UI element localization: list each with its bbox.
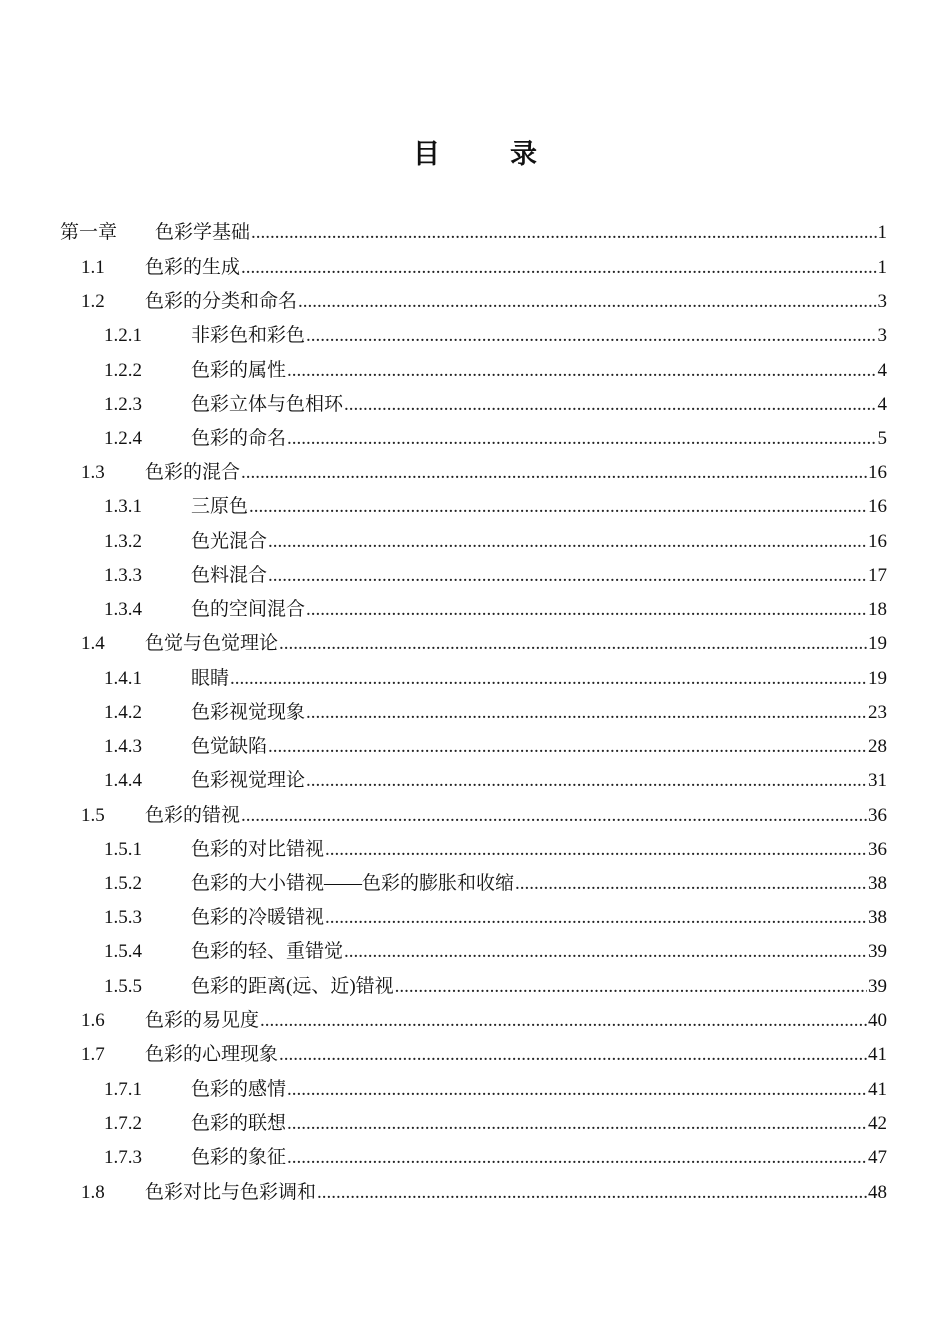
toc-entry-title: 色彩的轻、重错觉 (191, 941, 344, 962)
toc-entry-number: 1.1 (81, 257, 105, 278)
dot-leader (268, 527, 867, 557)
dot-leader (241, 253, 876, 283)
toc-entry-title: 色觉与色觉理论 (145, 633, 279, 654)
dot-leader (241, 801, 867, 831)
toc-entry[interactable] (104, 390, 887, 420)
dot-leader (230, 664, 867, 694)
toc-entry-number: 1.2.3 (104, 394, 142, 415)
toc-entry-title: 色彩的混合 (145, 462, 241, 483)
dot-leader (249, 492, 867, 522)
dot-leader (306, 766, 867, 796)
toc-entry[interactable] (104, 664, 887, 694)
toc-entry-page: 39 (868, 941, 887, 962)
toc-entry-page: 1 (877, 222, 887, 243)
toc-entry-title: 色彩的命名 (191, 428, 287, 449)
toc-entry[interactable] (81, 801, 887, 831)
dot-leader (260, 1006, 867, 1036)
title-char-1: 目 (413, 139, 440, 169)
dot-leader (287, 1075, 867, 1105)
toc-entry-page: 41 (868, 1079, 887, 1100)
toc-entry-number: 1.3.2 (104, 531, 142, 552)
dot-leader (287, 424, 876, 454)
toc-entry-number: 1.2.2 (104, 360, 142, 381)
dot-leader (298, 287, 876, 317)
toc-entry-page: 17 (868, 565, 887, 586)
toc-entry-title: 非彩色和彩色 (191, 325, 306, 346)
dot-leader (241, 458, 867, 488)
dot-leader (325, 903, 867, 933)
toc-entry-page: 39 (868, 976, 887, 997)
toc-entry[interactable] (81, 1040, 887, 1070)
toc-entry-number: 1.7.1 (104, 1079, 142, 1100)
toc-entry-page: 16 (868, 462, 887, 483)
toc-entry[interactable] (104, 424, 887, 454)
dot-leader (317, 1178, 867, 1208)
toc-entry-number: 1.4.4 (104, 770, 142, 791)
toc-entry-page: 31 (868, 770, 887, 791)
toc-entry-title: 色彩的象征 (191, 1147, 287, 1168)
toc-entry-number: 1.4.3 (104, 736, 142, 757)
dot-leader (268, 732, 867, 762)
toc-entry-number: 1.7 (81, 1044, 105, 1065)
toc-entry-number: 1.2 (81, 291, 105, 312)
toc-entry-page: 3 (877, 325, 887, 346)
toc-entry[interactable] (81, 458, 887, 488)
toc-entry-page: 4 (877, 360, 887, 381)
dot-leader (279, 1040, 867, 1070)
toc-entry-title: 色光混合 (191, 531, 268, 552)
toc-entry-number: 1.4.1 (104, 668, 142, 689)
dot-leader (251, 218, 876, 248)
toc-entry-number: 1.5.4 (104, 941, 142, 962)
dot-leader (268, 561, 867, 591)
dot-leader (344, 390, 876, 420)
toc-entry[interactable] (81, 253, 887, 283)
dot-leader (395, 972, 867, 1002)
toc-entry-title: 色觉缺陷 (191, 736, 268, 757)
toc-entry-number: 1.2.4 (104, 428, 142, 449)
dot-leader (287, 1143, 867, 1173)
toc-entry-page: 42 (868, 1113, 887, 1134)
toc-entry-title: 色彩的感情 (191, 1079, 287, 1100)
dot-leader (287, 356, 876, 386)
toc-title (0, 132, 950, 171)
toc-entry-number: 1.7.2 (104, 1113, 142, 1134)
toc-entry-title: 色彩的大小错视——色彩的膨胀和收缩 (191, 873, 515, 894)
toc-entry-page: 16 (868, 531, 887, 552)
toc-entry-page: 40 (868, 1010, 887, 1031)
toc-entry-number: 1.4 (81, 633, 105, 654)
toc-entry-page: 38 (868, 873, 887, 894)
toc-entry-page: 1 (877, 257, 887, 278)
dot-leader (306, 595, 867, 625)
toc-entry[interactable] (104, 595, 887, 625)
toc-entry-title: 色料混合 (191, 565, 268, 586)
toc-entry[interactable] (81, 1178, 887, 1208)
toc-entry-number: 1.3.1 (104, 496, 142, 517)
toc-entry[interactable] (104, 766, 887, 796)
toc-entry-page: 23 (868, 702, 887, 723)
dot-leader (325, 835, 867, 865)
toc-entry[interactable] (104, 698, 887, 728)
toc-entry-number: 第一章 (60, 222, 118, 243)
toc-entry[interactable] (104, 321, 887, 351)
toc-entry[interactable] (104, 1143, 887, 1173)
toc-entry-title: 色彩学基础 (155, 222, 251, 243)
toc-entry-page: 48 (868, 1182, 887, 1203)
toc-entry-page: 3 (877, 291, 887, 312)
toc-entry-title: 三原色 (191, 496, 249, 517)
toc-entry-title: 色彩视觉理论 (191, 770, 306, 791)
toc-entry-number: 1.7.3 (104, 1147, 142, 1168)
toc-entry[interactable] (104, 356, 887, 386)
toc-entry-page: 41 (868, 1044, 887, 1065)
toc-entry-page: 19 (868, 633, 887, 654)
dot-leader (306, 698, 867, 728)
toc-entry[interactable] (104, 835, 887, 865)
toc-entry-number: 1.3.4 (104, 599, 142, 620)
toc-entry-page: 28 (868, 736, 887, 757)
dot-leader (344, 937, 867, 967)
toc-entry-number: 1.4.2 (104, 702, 142, 723)
dot-leader (306, 321, 876, 351)
toc-entry-number: 1.8 (81, 1182, 105, 1203)
toc-entry-title: 色彩的冷暖错视 (191, 907, 325, 928)
toc-entry-title: 色彩立体与色相环 (191, 394, 344, 415)
toc-entry-page: 19 (868, 668, 887, 689)
toc-entry-title: 色彩的对比错视 (191, 839, 325, 860)
toc-entry[interactable] (104, 972, 887, 1002)
toc-entry-title: 色彩视觉现象 (191, 702, 306, 723)
toc-entry[interactable] (104, 527, 887, 557)
toc-entry-page: 36 (868, 805, 887, 826)
toc-entry-title: 色彩的属性 (191, 360, 287, 381)
toc-entry[interactable] (104, 1109, 887, 1139)
toc-entry-number: 1.6 (81, 1010, 105, 1031)
toc-entry[interactable] (60, 218, 887, 248)
toc-entry-title: 色彩对比与色彩调和 (145, 1182, 317, 1203)
toc-entry-number: 1.5.1 (104, 839, 142, 860)
toc-entry-page: 4 (877, 394, 887, 415)
toc-entry[interactable] (104, 732, 887, 762)
toc-entry[interactable] (81, 1006, 887, 1036)
toc-entry-page: 47 (868, 1147, 887, 1168)
dot-leader (515, 869, 867, 899)
toc-entry-number: 1.2.1 (104, 325, 142, 346)
toc-entry-title: 色彩的心理现象 (145, 1044, 279, 1065)
toc-entry[interactable] (104, 1075, 887, 1105)
toc-entry-page: 38 (868, 907, 887, 928)
toc-entry-title: 色彩的距离(远、近)错视 (191, 976, 394, 997)
dot-leader (279, 629, 867, 659)
toc-entry[interactable] (104, 492, 887, 522)
toc-entry-title: 色彩的错视 (145, 805, 241, 826)
toc-entry-number: 1.3.3 (104, 565, 142, 586)
toc-entry-title: 色彩的生成 (145, 257, 241, 278)
toc-entry-page: 16 (868, 496, 887, 517)
toc-entry-page: 5 (877, 428, 887, 449)
toc-entry[interactable] (104, 937, 887, 967)
toc-entry-number: 1.5 (81, 805, 105, 826)
toc-entry-number: 1.5.3 (104, 907, 142, 928)
toc-entry-title: 色彩的分类和命名 (145, 291, 298, 312)
toc-entry[interactable] (104, 869, 887, 899)
toc-entry-title: 色的空间混合 (191, 599, 306, 620)
toc-entry-number: 1.3 (81, 462, 105, 483)
toc-entry-number: 1.5.5 (104, 976, 142, 997)
toc-entry-page: 18 (868, 599, 887, 620)
title-char-2: 录 (510, 139, 537, 169)
toc-entry[interactable] (104, 903, 887, 933)
toc-entry[interactable] (104, 561, 887, 591)
toc-entry-title: 色彩的易见度 (145, 1010, 260, 1031)
toc-entry-title: 眼睛 (191, 668, 230, 689)
toc-entry-page: 36 (868, 839, 887, 860)
dot-leader (287, 1109, 867, 1139)
toc-entry-number: 1.5.2 (104, 873, 142, 894)
toc-entry[interactable] (81, 287, 887, 317)
toc-entry[interactable] (81, 629, 887, 659)
toc-entry-title: 色彩的联想 (191, 1113, 287, 1134)
